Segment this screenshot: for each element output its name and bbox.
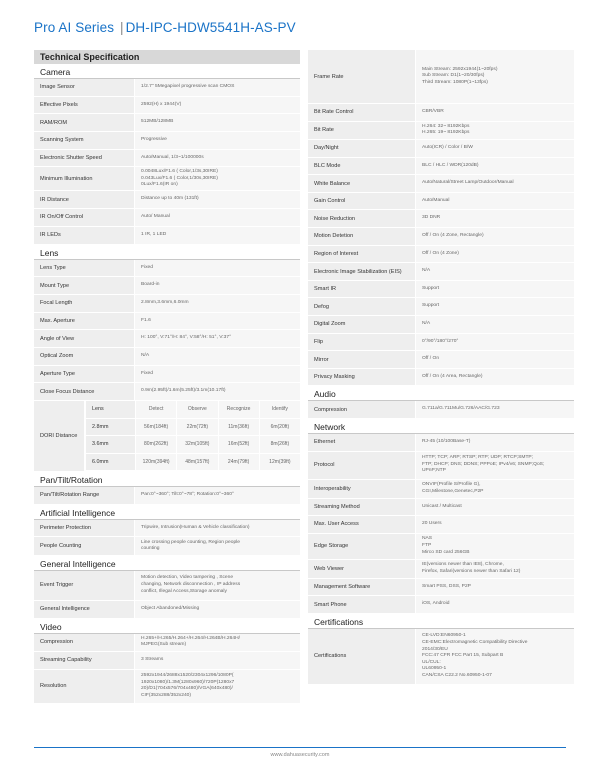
- section-heading-certifications: Certifications: [308, 614, 574, 629]
- spec-value-line: N/A: [422, 321, 431, 327]
- spec-value: [416, 316, 574, 333]
- spec-row-privacy-masking: [308, 369, 574, 387]
- spec-value-line: CGI,Milestone,Genetec,P2P: [422, 488, 484, 494]
- spec-value: [416, 175, 574, 192]
- footer-url: www.dahuasecurity.com: [270, 752, 330, 758]
- spec-value-line: 1/2.7" 5Megapixel progressive scan CMOS: [141, 84, 235, 90]
- spec-value-line: Unicast / Multicast: [422, 503, 462, 509]
- spec-row-noise-reduction: [308, 210, 574, 228]
- spec-row-bit-rate-control: [308, 104, 574, 122]
- spec-value-line: FTP: [422, 542, 432, 548]
- spec-value-line: Off / On (4 Zone): [422, 250, 459, 256]
- spec-value: [416, 334, 574, 351]
- spec-value-line: 2014/30/EU: [422, 646, 448, 652]
- spec-value: [135, 601, 300, 618]
- spec-value-line: 0.0048Lux/F1.6 ( Color,1/3s,30IRE): [141, 169, 218, 175]
- spec-label: White Balance: [308, 175, 415, 192]
- spec-row-ir-leds: [34, 227, 300, 245]
- spec-value-line: UL/CUL:: [422, 659, 441, 665]
- spec-label: Close Focus Distance: [34, 383, 134, 400]
- spec-value: [416, 596, 574, 613]
- spec-value-line: NAS: [422, 536, 433, 542]
- spec-value: [416, 281, 574, 298]
- spec-label: Defog: [308, 298, 415, 315]
- spec-label: Day/Night: [308, 140, 415, 157]
- spec-label: Perimeter Protection: [34, 520, 134, 537]
- spec-value-line: Off / On: [422, 356, 440, 362]
- spec-value-line: Sub Stream: D1(1~20/30fps): [422, 73, 485, 79]
- spec-row-aperture-type: [34, 366, 300, 384]
- spec-value-line: 0.043Lux/F1.6 ( Color,1/30s,30IRE): [141, 175, 218, 181]
- spec-label: Minimum Illumination: [34, 167, 134, 190]
- spec-row-smart-phone: [308, 596, 574, 614]
- spec-value: [416, 480, 574, 498]
- spec-value-line: 20)/D1(704x576/704x480)/VGA(640x480)/: [141, 686, 233, 692]
- spec-row-compression: [308, 401, 574, 419]
- spec-row-optical-zoom: [34, 348, 300, 366]
- spec-value: [135, 150, 300, 167]
- spec-value-line: Fixed: [141, 264, 153, 270]
- spec-value: [135, 191, 300, 208]
- spec-value-line: CE-LVD:EN60950-1: [422, 633, 466, 639]
- spec-value: [135, 167, 300, 190]
- spec-value: [135, 670, 300, 703]
- section-heading-pan-tilt-rotation: Pan/Tilt/Rotation: [34, 472, 300, 487]
- spec-value-line: Auto/Natural/Street Lamp/Outdoor/Manual: [422, 180, 514, 186]
- spec-row-event-trigger: [34, 571, 300, 601]
- dori-header-cell: Lens: [85, 401, 135, 419]
- spec-value-line: Support: [422, 285, 440, 291]
- spec-row-interoperability: [308, 480, 574, 499]
- spec-label: Image Sensor: [34, 79, 134, 96]
- spec-label: Management Software: [308, 579, 415, 596]
- spec-label: Web Viewer: [308, 560, 415, 578]
- spec-value-line: Motion detection, Video tampering , Scene: [141, 575, 234, 581]
- spec-row-max-user-access: [308, 516, 574, 534]
- spec-value: [416, 452, 574, 479]
- dori-value-cell: 80m(262ft): [135, 436, 176, 454]
- dori-value-cell: 16m(52ft): [218, 436, 259, 454]
- section-heading-video: Video: [34, 619, 300, 634]
- spec-value-line: UPnP;NTP: [422, 468, 446, 474]
- spec-value: [135, 634, 300, 652]
- spec-value: [135, 348, 300, 365]
- dori-value-cell: 32m(105ft): [176, 436, 217, 454]
- spec-value-line: Smart PSS, DSS, P2P: [422, 583, 471, 589]
- spec-value-line: CE-EMC:Electromagnetic Compatibility Directive: [422, 639, 528, 645]
- dori-value-cell: 56m(184ft): [135, 419, 176, 437]
- spec-label: Electronic Image Stabilization (EIS): [308, 263, 415, 280]
- section-heading-artificial-intelligence: Artificial Intelligence: [34, 505, 300, 520]
- model-name: DH-IPC-HDW5541H-AS-PV: [125, 20, 296, 35]
- spec-value: [416, 516, 574, 533]
- spec-value-line: F1.6: [141, 317, 151, 323]
- spec-label: Effective Pixels: [34, 97, 134, 114]
- spec-row-ethernet: [308, 434, 574, 452]
- spec-label: Max. Aperture: [34, 313, 134, 330]
- dori-value-cell: 48m(157ft): [176, 454, 217, 472]
- series-name: Pro AI Series: [34, 20, 115, 35]
- left-column: [34, 50, 300, 704]
- spec-label: Streaming Capability: [34, 652, 134, 669]
- dori-distance-table: [34, 401, 300, 472]
- dori-value-cell: 12m(39ft): [259, 454, 300, 472]
- spec-value-line: MJPEG(Sub stream): [141, 642, 187, 648]
- spec-value-line: Pan:0°~360°; Tilt:0°~78°; Rotation:0°~360°: [141, 492, 234, 498]
- spec-value-line: N/A: [141, 352, 150, 358]
- spec-value: [135, 260, 300, 277]
- spec-label: Angle of View: [34, 330, 134, 347]
- spec-label: IR Distance: [34, 191, 134, 208]
- spec-value-line: Board-in: [141, 282, 160, 288]
- spec-value: [416, 210, 574, 227]
- spec-value: [135, 97, 300, 114]
- spec-value-line: Progressive: [141, 137, 167, 143]
- spec-label: Pan/Tilt/Rotation Range: [34, 487, 134, 504]
- spec-value-line: 2592x1944/2688x1520/2304x1296/1080P(: [141, 673, 234, 679]
- spec-value-line: CAN/CSA C22.2 No.60950-1-07: [422, 672, 492, 678]
- spec-label: Mirror: [308, 351, 415, 368]
- spec-label: Smart Phone: [308, 596, 415, 613]
- spec-row-electronic-shutter-speed: [34, 150, 300, 168]
- spec-value-line: H: 100°, V:71°/H: 84°, V:58°/H: 51°, V:37°: [141, 335, 232, 341]
- footer-divider: [34, 747, 566, 748]
- spec-label: Interoperability: [308, 480, 415, 498]
- spec-value: [135, 132, 300, 149]
- spec-value: [416, 369, 574, 386]
- spec-label: Gain Control: [308, 193, 415, 210]
- spec-value-line: Object Abandoned/Missing: [141, 605, 200, 611]
- spec-row-bit-rate: [308, 122, 574, 141]
- spec-row-ir-on-off-control: [34, 209, 300, 227]
- spec-value-line: iOS, Android: [422, 601, 450, 607]
- spec-label: General Intelligence: [34, 601, 134, 618]
- spec-value-line: H.265+/H.265/H.264+/H.264/H.264B/H.264H/: [141, 635, 240, 641]
- spec-value: [135, 652, 300, 669]
- spec-label: Frame Rate: [308, 50, 415, 103]
- spec-row-web-viewer: [308, 560, 574, 579]
- spec-value-line: 1 IR, 1 LED: [141, 231, 167, 237]
- spec-label: Compression: [34, 634, 134, 652]
- spec-row-close-focus-distance: [34, 383, 300, 401]
- spec-value-line: Mirco SD card 256GB: [422, 549, 470, 555]
- spec-label: DORI Distance: [34, 401, 84, 471]
- spec-row-smart-ir: [308, 281, 574, 299]
- spec-row-max-aperture: [34, 313, 300, 331]
- spec-value-line: H.265: 19~ 8192Kbps: [422, 130, 470, 136]
- spec-row-white-balance: [308, 175, 574, 193]
- spec-row-management-software: [308, 579, 574, 597]
- spec-label: Electronic Shutter Speed: [34, 150, 134, 167]
- spec-row-people-counting: [34, 537, 300, 556]
- spec-row-defog: [308, 298, 574, 316]
- spec-value-line: HTTP; TCP; ARP; RTSP; RTP; UDP; RTCP;SMTP;: [422, 455, 534, 461]
- spec-value-line: H.264: 32~ 8192Kbps: [422, 123, 470, 129]
- dori-value-cell: 8m(26ft): [259, 436, 300, 454]
- spec-value-line: 20 Users: [422, 521, 442, 527]
- spec-row-effective-pixels: [34, 97, 300, 115]
- spec-row-region-of-interest: [308, 246, 574, 264]
- spec-value-line: 512MB/128MB: [141, 119, 174, 125]
- header-separator: |: [119, 20, 124, 35]
- section-heading-general-intelligence: General Intelligence: [34, 556, 300, 571]
- spec-value-line: Auto/Manual, 1/3~1/100000s: [141, 154, 204, 160]
- spec-value: [135, 366, 300, 383]
- spec-row-pan-tilt-rotation-range: [34, 487, 300, 505]
- spec-row-image-sensor: [34, 79, 300, 97]
- spec-label: BLC Mode: [308, 158, 415, 175]
- section-heading-lens: Lens: [34, 245, 300, 260]
- dori-header-cell: Observe: [176, 401, 217, 419]
- spec-label: Focal Length: [34, 295, 134, 312]
- spec-value-line: 3D DNR: [422, 215, 441, 221]
- spec-value-line: ONVIF(Profile S/Profile G),: [422, 482, 481, 487]
- spec-label: Edge Storage: [308, 534, 415, 559]
- right-column: [308, 50, 574, 685]
- spec-value: [416, 104, 574, 121]
- spec-value-line: CIF(352x288/352x240): [141, 692, 192, 698]
- spec-row-compression: [34, 634, 300, 653]
- spec-label: Scanning System: [34, 132, 134, 149]
- spec-value-line: Auto(ICR) / Color / B/W: [422, 145, 473, 151]
- spec-row-scanning-system: [34, 132, 300, 150]
- spec-value-line: BLC / HLC / WDR(120dB): [422, 162, 479, 168]
- spec-row-day-night: [308, 140, 574, 158]
- section-heading-camera: Camera: [34, 64, 300, 79]
- dori-grid: [85, 401, 300, 471]
- spec-label: Compression: [308, 401, 415, 418]
- spec-row-minimum-illumination: [34, 167, 300, 191]
- spec-value: [135, 313, 300, 330]
- spec-value: [416, 193, 574, 210]
- spec-label: Noise Reduction: [308, 210, 415, 227]
- spec-row-focal-length: [34, 295, 300, 313]
- spec-row-motion-detetion: [308, 228, 574, 246]
- spec-value: [416, 298, 574, 315]
- spec-value-line: Distance up to 40m (131ft): [141, 196, 199, 202]
- spec-label: Motion Detetion: [308, 228, 415, 245]
- spec-row-perimeter-protection: [34, 520, 300, 538]
- spec-value: [135, 520, 300, 537]
- spec-value-line: counting: [141, 546, 160, 552]
- spec-value-line: RJ-45 (10/100Base-T): [422, 439, 471, 444]
- spec-label: Optical Zoom: [34, 348, 134, 365]
- spec-value-line: CBR/VBR: [422, 109, 444, 114]
- spec-value-line: 2.8mm,3.6mm,6.0mm: [141, 299, 189, 305]
- spec-label: Resolution: [34, 670, 134, 703]
- spec-value: [416, 534, 574, 559]
- spec-label: Certifications: [308, 629, 415, 684]
- spec-value: [416, 351, 574, 368]
- spec-value: [135, 295, 300, 312]
- spec-label: RAM/ROM: [34, 114, 134, 131]
- spec-value: [135, 209, 300, 226]
- spec-value-line: Off / On (4 Area, Rectangle): [422, 373, 483, 379]
- spec-row-gain-control: [308, 193, 574, 211]
- spec-value-line: Main Stream: 2592x1944(1~20fps): [422, 66, 498, 72]
- spec-label: Lens Type: [34, 260, 134, 277]
- spec-row-resolution: [34, 670, 300, 704]
- spec-label: Privacy Masking: [308, 369, 415, 386]
- spec-label: Bit Rate Control: [308, 104, 415, 121]
- dori-value-cell: 6m(20ft): [259, 419, 300, 437]
- dori-header-cell: Detect: [135, 401, 176, 419]
- spec-value: [135, 114, 300, 131]
- spec-value: [135, 277, 300, 294]
- spec-row-ir-distance: [34, 191, 300, 209]
- spec-value: [416, 122, 574, 140]
- spec-value: [416, 246, 574, 263]
- spec-value: [135, 383, 300, 400]
- spec-value-line: 0Lux/F1.6(IR on): [141, 182, 178, 188]
- spec-value-line: 0.9m(2.95ft)/1.6m(5.25ft)/3.1m(10.17ft): [141, 388, 226, 394]
- spec-value-line: UL60950-1: [422, 666, 447, 672]
- dori-header-cell: Recognize: [218, 401, 259, 419]
- spec-value-line: Auto/Manual: [422, 197, 450, 203]
- spec-value-line: IE(versions newer than IE8), Chrome,: [422, 562, 504, 568]
- spec-row-edge-storage: [308, 534, 574, 560]
- dori-lens-cell: 6.0mm: [85, 454, 135, 472]
- spec-label: Mount Type: [34, 277, 134, 294]
- spec-row-angle-of-view: [34, 330, 300, 348]
- spec-label: Aperture Type: [34, 366, 134, 383]
- spec-row-mirror: [308, 351, 574, 369]
- spec-label: Protocol: [308, 452, 415, 479]
- spec-value-line: Support: [422, 303, 440, 309]
- spec-label: Ethernet: [308, 434, 415, 451]
- spec-value-line: 1920x1080)/1.3M(1280x960)/720P(1280x7: [141, 679, 235, 685]
- spec-value-line: 3 Streams: [141, 657, 164, 663]
- spec-value: [416, 560, 574, 578]
- spec-row-streaming-method: [308, 499, 574, 517]
- document-header: [34, 20, 296, 35]
- spec-label: Event Trigger: [34, 571, 134, 600]
- spec-value-line: changing, Network disconnection , IP address: [141, 582, 241, 588]
- section-heading-network: Network: [308, 419, 574, 434]
- spec-title: Technical Specification: [34, 50, 300, 64]
- spec-value-line: 2592(H) x 1944(V): [141, 101, 182, 107]
- spec-row-flip: [308, 334, 574, 352]
- spec-value: [416, 228, 574, 245]
- spec-value: [416, 401, 574, 418]
- spec-value: [416, 158, 574, 175]
- spec-label: Flip: [308, 334, 415, 351]
- spec-value: [416, 579, 574, 596]
- spec-value: [416, 629, 574, 684]
- spec-value: [416, 434, 574, 451]
- spec-value: [416, 140, 574, 157]
- spec-label: Max. User Access: [308, 516, 415, 533]
- spec-value-line: Fixed: [141, 370, 153, 376]
- spec-value-line: FTP; DHCP; DNS; DDNS; PPPoE; IPv4/v6; SNMP;QoS;: [422, 461, 545, 467]
- spec-row-blc-mode: [308, 158, 574, 176]
- spec-row-frame-rate: [308, 50, 574, 104]
- spec-label: Digital Zoom: [308, 316, 415, 333]
- spec-row-certifications: [308, 629, 574, 685]
- spec-value-line: 0°/90°/180°/270°: [422, 338, 459, 344]
- spec-value: [135, 79, 300, 96]
- spec-value-line: Line crossing people counting, Region people: [141, 539, 240, 545]
- spec-row-digital-zoom: [308, 316, 574, 334]
- spec-value-line: conflict, Illegal Access,Storage anomaly: [141, 588, 227, 594]
- spec-row-lens-type: [34, 260, 300, 278]
- spec-row-general-intelligence: [34, 601, 300, 619]
- spec-value: [135, 330, 300, 347]
- spec-row-streaming-capability: [34, 652, 300, 670]
- section-heading-audio: Audio: [308, 386, 574, 401]
- spec-value-line: G.711a/G.711Mu/G.726/AAC/G.723: [422, 406, 500, 412]
- spec-value-line: FCC:47 CFR FCC Part 15, Subpart B: [422, 653, 504, 659]
- spec-value-line: Auto/ Manual: [141, 214, 170, 220]
- spec-row-ram-rom: [34, 114, 300, 132]
- dori-value-cell: 24m(79ft): [218, 454, 259, 472]
- dori-value-cell: 11m(36ft): [218, 419, 259, 437]
- spec-label: Bit Rate: [308, 122, 415, 140]
- spec-value: [135, 227, 300, 244]
- spec-value-line: N/A: [422, 268, 431, 274]
- spec-value: [416, 263, 574, 280]
- spec-row-mount-type: [34, 277, 300, 295]
- spec-label: People Counting: [34, 537, 134, 555]
- dori-header-cell: Identify: [259, 401, 300, 419]
- spec-label: IR LEDs: [34, 227, 134, 244]
- spec-label: Smart IR: [308, 281, 415, 298]
- spec-label: Region of Interest: [308, 246, 415, 263]
- dori-value-cell: 22m(72ft): [176, 419, 217, 437]
- spec-value-line: Third Stream: 1080P(1~13fps): [422, 79, 488, 85]
- spec-value: [416, 499, 574, 516]
- spec-value-line: Tripwire, Intrusion(Human & Vehicle classification): [141, 524, 250, 530]
- spec-row-electronic-image-stabilization-eis: [308, 263, 574, 281]
- dori-lens-cell: 3.6mm: [85, 436, 135, 454]
- spec-value: [135, 487, 300, 504]
- spec-row-protocol: [308, 452, 574, 480]
- spec-value: [416, 50, 574, 103]
- spec-label: IR On/Off Control: [34, 209, 134, 226]
- spec-value-line: Off / On (4 Zone, Rectangle): [422, 233, 484, 239]
- dori-value-cell: 120m(394ft): [135, 454, 176, 472]
- spec-label: Streaming Method: [308, 499, 415, 516]
- spec-value: [135, 537, 300, 555]
- dori-lens-cell: 2.8mm: [85, 419, 135, 437]
- spec-value: [135, 571, 300, 600]
- spec-value-line: Firefox, Safari(versions newer than Safari 12): [422, 568, 521, 574]
